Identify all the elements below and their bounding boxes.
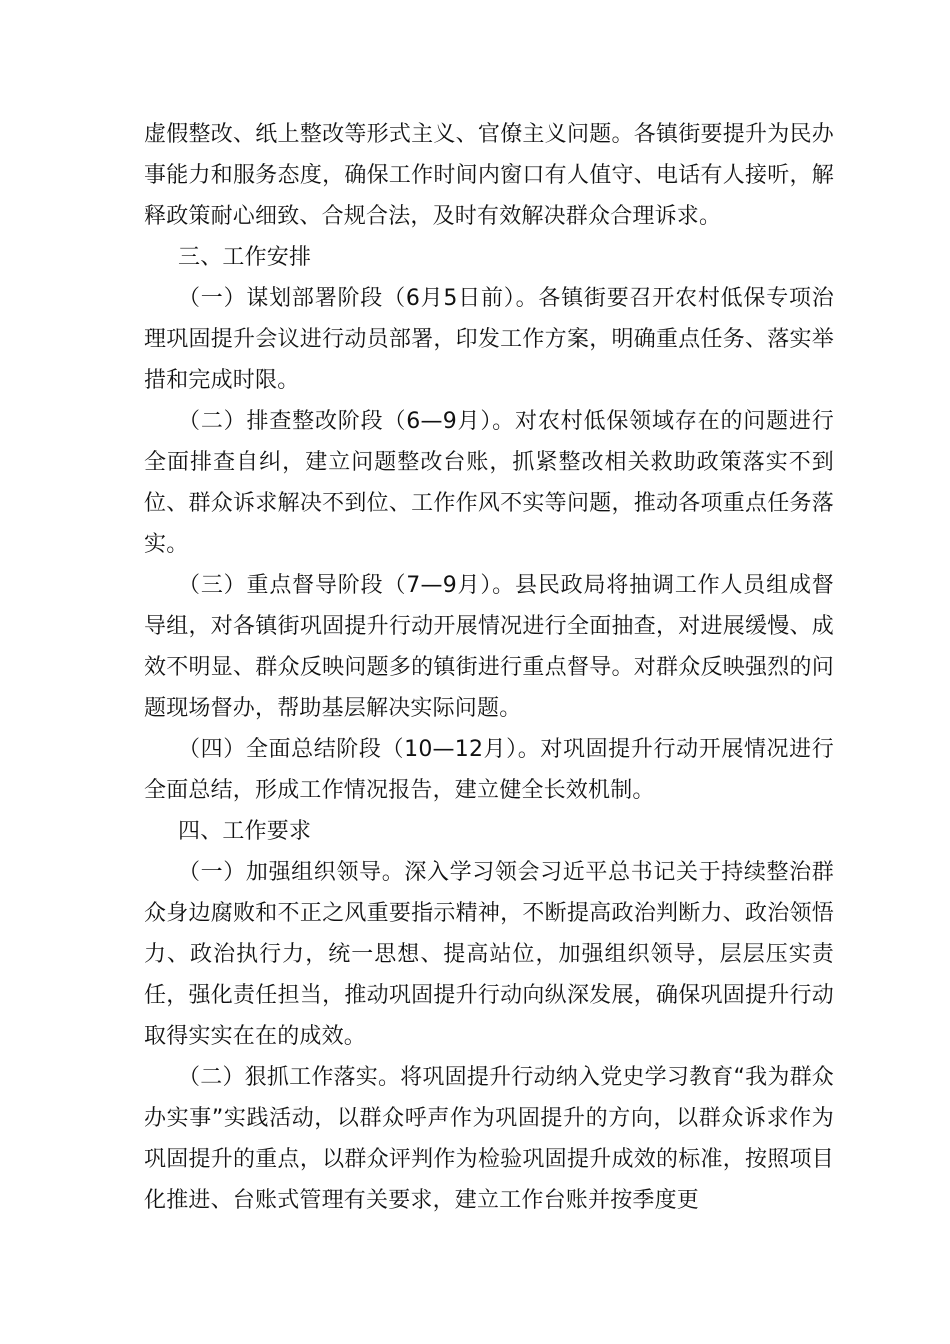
paragraph-summary-stage: （四）全面总结阶段（10—12月）。对巩固提升行动开展情况进行全面总结，形成工作情况报告，建立健全长效机制。: [144, 737, 834, 803]
section-heading-work-arrangement: 三、工作安排: [178, 245, 312, 270]
section-heading-work-requirements: 四、工作要求: [178, 819, 312, 844]
document-page: [144, 114, 834, 1221]
paragraph-supervision-stage: （三）重点督导阶段（7—9月）。县民政局将抽调工作人员组成督导组，对各镇街巩固提升行动开展情况进行全面抽查，对进展缓慢、成效不明显、群众反映问题多的镇街进行重点督导。对群众反映强烈的问题现场督办，帮助基层解决实际问题。: [144, 573, 834, 721]
paragraph-work-implementation: （二）狠抓工作落实。将巩固提升行动纳入党史学习教育“我为群众办实事”实践活动，以群众呼声作为巩固提升的方向，以群众诉求作为巩固提升的重点，以群众评判作为检验巩固提升成效的标准，按照项目化推进、台账式管理有关要求，建立工作台账并按季度更: [144, 1065, 834, 1213]
paragraph-inspection-stage: （二）排查整改阶段（6—9月）。对农村低保领域存在的问题进行全面排查自纠，建立问题整改台账，抓紧整改相关救助政策落实不到位、群众诉求解决不到位、工作作风不实等问题，推动各项重点任务落实。: [144, 409, 834, 557]
paragraph-planning-stage: （一）谋划部署阶段（6月5日前）。各镇街要召开农村低保专项治理巩固提升会议进行动员部署，印发工作方案，明确重点任务、落实举措和完成时限。: [144, 286, 834, 393]
paragraph-organization-leadership: （一）加强组织领导。深入学习领会习近平总书记关于持续整治群众身边腐败和不正之风重要指示精神，不断提高政治判断力、政治领悟力、政治执行力，统一思想、提高站位，加强组织领导，层层压实责任，强化责任担当，推动巩固提升行动向纵深发展，确保巩固提升行动取得实实在在的成效。: [144, 860, 834, 1049]
paragraph-1: 虚假整改、纸上整改等形式主义、官僚主义问题。各镇街要提升为民办事能力和服务态度，确保工作时间内窗口有人值守、电话有人接听，解释政策耐心细致、合规合法，及时有效解决群众合理诉求。: [144, 122, 834, 229]
